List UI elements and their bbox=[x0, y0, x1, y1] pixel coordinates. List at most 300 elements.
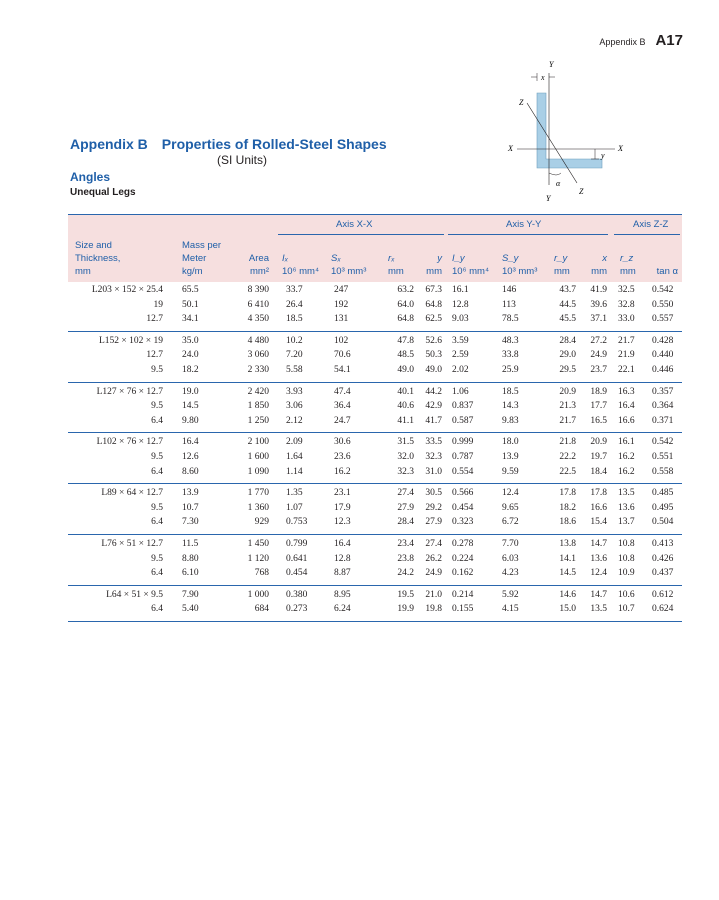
cell-rz: 21.9 bbox=[618, 350, 635, 361]
cell-mass: 7.90 bbox=[182, 589, 199, 600]
col-ry-header bbox=[554, 252, 570, 278]
cell-iy: 0.162 bbox=[452, 568, 474, 579]
cell-rx: 27.4 bbox=[397, 488, 414, 499]
cell-sy: 113 bbox=[502, 299, 516, 310]
cell-tan: 0.440 bbox=[652, 350, 674, 361]
axis-xx-heading: Axis X-X bbox=[336, 219, 373, 230]
cell-ry: 14.1 bbox=[559, 553, 576, 564]
cell-x: 17.7 bbox=[590, 401, 607, 412]
cell-size: L127 × 76 × 12.7 bbox=[96, 386, 163, 397]
cell-ry: 15.0 bbox=[559, 604, 576, 615]
cell-area: 1 770 bbox=[247, 488, 269, 499]
cell-mass: 35.0 bbox=[182, 335, 199, 346]
cell-rx: 19.9 bbox=[397, 604, 414, 615]
cell-y: 31.0 bbox=[425, 466, 442, 477]
cell-ix: 0.273 bbox=[286, 604, 308, 615]
cell-tan: 0.542 bbox=[652, 285, 674, 295]
col-x-header bbox=[573, 252, 607, 278]
table-row bbox=[68, 487, 682, 502]
cell-ix: 0.799 bbox=[286, 538, 308, 549]
col-sx-header bbox=[331, 252, 366, 278]
page-header bbox=[599, 32, 683, 49]
cell-ix: 0.380 bbox=[286, 589, 308, 600]
z-axis-line bbox=[527, 103, 577, 183]
cell-sx: 36.4 bbox=[334, 401, 351, 412]
cell-y: 67.3 bbox=[425, 285, 442, 295]
cell-rz: 10.7 bbox=[618, 604, 635, 615]
cell-sy: 7.70 bbox=[502, 538, 519, 549]
table-row bbox=[68, 313, 682, 328]
table-group bbox=[68, 331, 682, 382]
cell-iy: 0.278 bbox=[452, 538, 474, 549]
cell-y: 52.6 bbox=[425, 335, 442, 346]
label-z-left: Z bbox=[519, 98, 524, 107]
cell-tan: 0.542 bbox=[652, 437, 674, 448]
cell-ix: 0.454 bbox=[286, 568, 308, 579]
cell-mass: 18.2 bbox=[182, 364, 199, 375]
cell-tan: 0.371 bbox=[652, 415, 674, 426]
label-x-right: X bbox=[618, 144, 623, 153]
cell-y: 26.2 bbox=[425, 553, 442, 564]
cell-iy: 0.323 bbox=[452, 517, 474, 528]
cell-sx: 131 bbox=[334, 314, 349, 325]
cell-sx: 102 bbox=[334, 335, 349, 346]
table-row bbox=[68, 589, 682, 604]
table-group bbox=[68, 585, 682, 621]
col-ry-line2: mm bbox=[554, 266, 570, 277]
cell-ry: 28.4 bbox=[559, 335, 576, 346]
cell-sx: 24.7 bbox=[334, 415, 351, 426]
axis-zz-heading: Axis Z-Z bbox=[633, 219, 669, 230]
col-rx-line2: mm bbox=[388, 266, 404, 277]
cell-size: L102 × 76 × 12.7 bbox=[96, 437, 163, 448]
cell-ry: 18.6 bbox=[559, 517, 576, 528]
label-x-small: x bbox=[541, 73, 545, 82]
cell-size: 6.4 bbox=[151, 568, 163, 579]
cell-y: 24.9 bbox=[425, 568, 442, 579]
cell-y: 33.5 bbox=[425, 437, 442, 448]
cell-ry: 22.5 bbox=[559, 466, 576, 477]
cell-x: 41.9 bbox=[590, 285, 607, 295]
cell-ix: 0.641 bbox=[286, 553, 308, 564]
cell-rx: 64.0 bbox=[397, 299, 414, 310]
cell-y: 44.2 bbox=[425, 386, 442, 397]
cell-y: 49.0 bbox=[425, 364, 442, 375]
cell-ix: 2.12 bbox=[286, 415, 303, 426]
cell-rx: 23.4 bbox=[397, 538, 414, 549]
cell-x: 15.4 bbox=[590, 517, 607, 528]
col-y-line2: mm bbox=[426, 266, 442, 277]
cell-size: 9.5 bbox=[151, 451, 163, 462]
cell-rz: 16.1 bbox=[618, 437, 635, 448]
cell-sy: 4.15 bbox=[502, 604, 519, 615]
cell-mass: 65.5 bbox=[182, 285, 199, 295]
cell-area: 1 360 bbox=[247, 502, 269, 513]
cell-x: 16.5 bbox=[590, 415, 607, 426]
cell-tan: 0.437 bbox=[652, 568, 674, 579]
cell-ry: 29.0 bbox=[559, 350, 576, 361]
cell-ix: 33.7 bbox=[286, 285, 303, 295]
cell-sy: 6.03 bbox=[502, 553, 519, 564]
cell-tan: 0.550 bbox=[652, 299, 674, 310]
cell-area: 2 330 bbox=[247, 364, 269, 375]
col-size-header bbox=[75, 239, 120, 278]
cell-ry: 29.5 bbox=[559, 364, 576, 375]
cell-y: 32.3 bbox=[425, 451, 442, 462]
cell-rx: 19.5 bbox=[397, 589, 414, 600]
cell-area: 1 120 bbox=[247, 553, 269, 564]
cell-ry: 18.2 bbox=[559, 502, 576, 513]
table-row bbox=[68, 284, 682, 299]
cell-rz: 16.3 bbox=[618, 386, 635, 397]
cell-ix: 10.2 bbox=[286, 335, 303, 346]
col-sx-line2: 10³ mm³ bbox=[331, 266, 367, 277]
label-z-bottom: Z bbox=[579, 187, 584, 196]
cell-sx: 192 bbox=[334, 299, 349, 310]
cell-tan: 0.364 bbox=[652, 401, 674, 412]
cell-y: 64.8 bbox=[425, 299, 442, 310]
cell-area: 3 060 bbox=[247, 350, 269, 361]
col-x-line2: mm bbox=[591, 266, 607, 277]
col-rx-header bbox=[388, 252, 404, 278]
cell-rx: 24.2 bbox=[397, 568, 414, 579]
cell-size: 6.4 bbox=[151, 415, 163, 426]
cell-ix: 2.09 bbox=[286, 437, 303, 448]
cell-rx: 32.0 bbox=[397, 451, 414, 462]
cell-mass: 14.5 bbox=[182, 401, 199, 412]
cell-sx: 8.95 bbox=[334, 589, 351, 600]
cell-area: 684 bbox=[254, 604, 269, 615]
col-rx-line1: rₓ bbox=[388, 253, 395, 264]
cell-sx: 16.2 bbox=[334, 466, 351, 477]
cell-mass: 5.40 bbox=[182, 604, 199, 615]
cell-size: L76 × 51 × 12.7 bbox=[101, 538, 163, 549]
cell-mass: 11.5 bbox=[182, 538, 199, 549]
cell-sy: 9.83 bbox=[502, 415, 519, 426]
cell-iy: 0.454 bbox=[452, 502, 474, 513]
cell-area: 4 480 bbox=[247, 335, 269, 346]
cell-ry: 21.7 bbox=[559, 415, 576, 426]
alpha-arc bbox=[549, 173, 561, 175]
cell-iy: 3.59 bbox=[452, 335, 469, 346]
cell-ix: 18.5 bbox=[286, 314, 303, 325]
cell-rz: 13.5 bbox=[618, 488, 635, 499]
table-row bbox=[68, 415, 682, 430]
cell-size: 12.7 bbox=[146, 350, 163, 361]
section-title: Angles bbox=[70, 170, 111, 184]
cell-tan: 0.426 bbox=[652, 553, 674, 564]
label-y-top: Y bbox=[549, 60, 554, 69]
cell-area: 1 600 bbox=[247, 451, 269, 462]
cell-size: L89 × 64 × 12.7 bbox=[101, 488, 163, 499]
cell-sx: 6.24 bbox=[334, 604, 351, 615]
cell-x: 24.9 bbox=[590, 350, 607, 361]
cell-sy: 33.8 bbox=[502, 350, 519, 361]
cell-x: 20.9 bbox=[590, 437, 607, 448]
col-tan-line1: tan α bbox=[656, 266, 678, 277]
cell-x: 16.6 bbox=[590, 502, 607, 513]
cell-sy: 9.65 bbox=[502, 502, 519, 513]
col-area-header bbox=[228, 252, 269, 278]
cell-rz: 21.7 bbox=[618, 335, 635, 346]
cell-rz: 10.8 bbox=[618, 553, 635, 564]
cell-ry: 13.8 bbox=[559, 538, 576, 549]
cell-iy: 12.8 bbox=[452, 299, 469, 310]
cell-size: 12.7 bbox=[146, 314, 163, 325]
col-iy-header bbox=[452, 252, 489, 278]
cell-mass: 9.80 bbox=[182, 415, 199, 426]
cell-area: 4 350 bbox=[247, 314, 269, 325]
cell-iy: 2.59 bbox=[452, 350, 469, 361]
cell-rx: 32.3 bbox=[397, 466, 414, 477]
col-area-line2: mm² bbox=[250, 266, 269, 277]
table-row bbox=[68, 349, 682, 364]
cell-tan: 0.428 bbox=[652, 335, 674, 346]
table-row bbox=[68, 364, 682, 379]
cell-x: 19.7 bbox=[590, 451, 607, 462]
cell-sy: 18.5 bbox=[502, 386, 519, 397]
cell-sx: 47.4 bbox=[334, 386, 351, 397]
table-row bbox=[68, 538, 682, 553]
cell-area: 1 850 bbox=[247, 401, 269, 412]
cell-sy: 146 bbox=[502, 285, 517, 295]
cell-mass: 50.1 bbox=[182, 299, 199, 310]
cell-rz: 32.5 bbox=[618, 285, 635, 295]
col-iy-line2: 10⁶ mm⁴ bbox=[452, 266, 490, 277]
cell-mass: 7.30 bbox=[182, 517, 199, 528]
col-rz-header bbox=[620, 252, 636, 278]
cell-x: 37.1 bbox=[590, 314, 607, 325]
cell-rz: 33.0 bbox=[618, 314, 635, 325]
col-ix-header bbox=[282, 252, 319, 278]
cell-size: 6.4 bbox=[151, 517, 163, 528]
cell-sy: 18.0 bbox=[502, 437, 519, 448]
cell-iy: 2.02 bbox=[452, 364, 469, 375]
cell-sx: 247 bbox=[334, 285, 349, 295]
cell-ix: 3.06 bbox=[286, 401, 303, 412]
axis-xx-rule bbox=[278, 234, 444, 235]
cell-rx: 40.6 bbox=[397, 401, 414, 412]
cell-mass: 13.9 bbox=[182, 488, 199, 499]
cell-sx: 17.9 bbox=[334, 502, 351, 513]
cell-rz: 13.6 bbox=[618, 502, 635, 513]
cell-mass: 6.10 bbox=[182, 568, 199, 579]
cell-mass: 12.6 bbox=[182, 451, 199, 462]
cell-tan: 0.357 bbox=[652, 386, 674, 397]
table-body bbox=[68, 282, 682, 621]
col-area-line1: Area bbox=[248, 253, 269, 264]
table-group bbox=[68, 534, 682, 585]
cell-tan: 0.413 bbox=[652, 538, 674, 549]
cell-x: 13.5 bbox=[590, 604, 607, 615]
page-number: A17 bbox=[655, 32, 683, 49]
appendix-title-name: Properties of Rolled-Steel Shapes bbox=[161, 136, 387, 152]
cell-sx: 23.6 bbox=[334, 451, 351, 462]
cell-rx: 23.8 bbox=[397, 553, 414, 564]
label-y-small: y bbox=[601, 151, 605, 160]
table-row bbox=[68, 603, 682, 618]
cell-rz: 10.6 bbox=[618, 589, 635, 600]
cell-rx: 40.1 bbox=[397, 386, 414, 397]
cell-ry: 43.7 bbox=[559, 285, 576, 295]
cell-y: 42.9 bbox=[425, 401, 442, 412]
label-y-bottom: Y bbox=[546, 194, 551, 203]
table-group bbox=[68, 483, 682, 534]
cell-rx: 28.4 bbox=[397, 517, 414, 528]
cell-y: 19.8 bbox=[425, 604, 442, 615]
cell-iy: 0.787 bbox=[452, 451, 474, 462]
cell-sy: 12.4 bbox=[502, 488, 519, 499]
cell-size: L203 × 152 × 25.4 bbox=[91, 285, 163, 295]
col-size-line1: Size and bbox=[75, 240, 112, 251]
cell-size: 6.4 bbox=[151, 604, 163, 615]
cell-ry: 44.5 bbox=[559, 299, 576, 310]
cell-ry: 14.5 bbox=[559, 568, 576, 579]
cell-size: 9.5 bbox=[151, 401, 163, 412]
cell-x: 14.7 bbox=[590, 589, 607, 600]
cell-sy: 5.92 bbox=[502, 589, 519, 600]
cell-area: 1 450 bbox=[247, 538, 269, 549]
axis-yy-heading: Axis Y-Y bbox=[506, 219, 542, 230]
col-mass-line2: Meter bbox=[182, 253, 207, 264]
cell-ry: 17.8 bbox=[559, 488, 576, 499]
cell-ix: 3.93 bbox=[286, 386, 303, 397]
cell-size: L64 × 51 × 9.5 bbox=[106, 589, 163, 600]
col-size-line2: Thickness, bbox=[75, 253, 121, 264]
col-mass-line3: kg/m bbox=[182, 266, 203, 277]
cell-iy: 0.214 bbox=[452, 589, 474, 600]
cell-mass: 24.0 bbox=[182, 350, 199, 361]
cell-ix: 0.753 bbox=[286, 517, 308, 528]
table-row bbox=[68, 335, 682, 350]
table-row bbox=[68, 436, 682, 451]
cell-iy: 1.06 bbox=[452, 386, 469, 397]
table-group bbox=[68, 282, 682, 331]
cell-tan: 0.551 bbox=[652, 451, 674, 462]
col-size-line3: mm bbox=[75, 266, 91, 277]
cell-rz: 16.4 bbox=[618, 401, 635, 412]
cell-rz: 13.7 bbox=[618, 517, 635, 528]
cell-mass: 34.1 bbox=[182, 314, 199, 325]
cell-tan: 0.446 bbox=[652, 364, 674, 375]
cell-iy: 0.554 bbox=[452, 466, 474, 477]
cell-rx: 64.8 bbox=[397, 314, 414, 325]
cell-y: 41.7 bbox=[425, 415, 442, 426]
cell-ix: 26.4 bbox=[286, 299, 303, 310]
col-x-line1: x bbox=[602, 253, 607, 264]
cell-x: 27.2 bbox=[590, 335, 607, 346]
properties-table bbox=[68, 214, 682, 622]
cell-rx: 41.1 bbox=[397, 415, 414, 426]
cell-ry: 45.5 bbox=[559, 314, 576, 325]
cell-tan: 0.504 bbox=[652, 517, 674, 528]
cell-tan: 0.495 bbox=[652, 502, 674, 513]
cell-y: 29.2 bbox=[425, 502, 442, 513]
cell-sy: 14.3 bbox=[502, 401, 519, 412]
cell-rx: 48.5 bbox=[397, 350, 414, 361]
cell-ry: 21.8 bbox=[559, 437, 576, 448]
cell-mass: 8.80 bbox=[182, 553, 199, 564]
cell-area: 1 250 bbox=[247, 415, 269, 426]
cell-x: 18.9 bbox=[590, 386, 607, 397]
col-mass-line1: Mass per bbox=[182, 240, 222, 251]
cell-sx: 8.87 bbox=[334, 568, 351, 579]
cell-area: 1 090 bbox=[247, 466, 269, 477]
cell-rz: 16.2 bbox=[618, 466, 635, 477]
cell-rz: 22.1 bbox=[618, 364, 635, 375]
col-iy-line1: I_y bbox=[452, 253, 465, 264]
cell-area: 6 410 bbox=[247, 299, 269, 310]
subsection-title: Unequal Legs bbox=[70, 187, 136, 198]
cell-sx: 12.3 bbox=[334, 517, 351, 528]
cell-rx: 49.0 bbox=[397, 364, 414, 375]
table-group bbox=[68, 432, 682, 483]
cell-size: 9.5 bbox=[151, 502, 163, 513]
axis-zz-rule bbox=[614, 234, 680, 235]
page-subtitle: (SI Units) bbox=[217, 153, 268, 167]
cell-area: 768 bbox=[254, 568, 269, 579]
cell-x: 14.7 bbox=[590, 538, 607, 549]
cell-ry: 14.6 bbox=[559, 589, 576, 600]
cell-x: 39.6 bbox=[590, 299, 607, 310]
cell-sx: 12.8 bbox=[334, 553, 351, 564]
cell-ix: 1.07 bbox=[286, 502, 303, 513]
cell-iy: 16.1 bbox=[452, 285, 469, 295]
cell-rx: 27.9 bbox=[397, 502, 414, 513]
col-ry-line1: r_y bbox=[554, 253, 568, 264]
cell-sy: 25.9 bbox=[502, 364, 519, 375]
cell-rz: 10.9 bbox=[618, 568, 635, 579]
cell-area: 2 100 bbox=[247, 437, 269, 448]
table-row bbox=[68, 451, 682, 466]
cell-tan: 0.557 bbox=[652, 314, 674, 325]
cell-y: 21.0 bbox=[425, 589, 442, 600]
cell-tan: 0.485 bbox=[652, 488, 674, 499]
cell-tan: 0.558 bbox=[652, 466, 674, 477]
angle-section-diagram bbox=[505, 55, 655, 205]
cell-mass: 10.7 bbox=[182, 502, 199, 513]
cell-tan: 0.624 bbox=[652, 604, 674, 615]
cell-x: 12.4 bbox=[590, 568, 607, 579]
cell-y: 62.5 bbox=[425, 314, 442, 325]
cell-y: 30.5 bbox=[425, 488, 442, 499]
cell-iy: 0.999 bbox=[452, 437, 474, 448]
cell-sy: 48.3 bbox=[502, 335, 519, 346]
cell-sx: 30.6 bbox=[334, 437, 351, 448]
cell-x: 13.6 bbox=[590, 553, 607, 564]
col-ix-line1: Iₓ bbox=[282, 253, 289, 264]
cell-ry: 21.3 bbox=[559, 401, 576, 412]
cell-ix: 1.64 bbox=[286, 451, 303, 462]
cell-rx: 31.5 bbox=[397, 437, 414, 448]
cell-iy: 0.566 bbox=[452, 488, 474, 499]
cell-y: 27.9 bbox=[425, 517, 442, 528]
cell-y: 50.3 bbox=[425, 350, 442, 361]
cell-rz: 10.8 bbox=[618, 538, 635, 549]
col-sy-header bbox=[502, 252, 537, 278]
table-bottom-rule bbox=[68, 621, 682, 622]
col-rz-line2: mm bbox=[620, 266, 636, 277]
table-row bbox=[68, 466, 682, 481]
col-tan-header bbox=[638, 265, 678, 278]
cell-sy: 4.23 bbox=[502, 568, 519, 579]
table-row bbox=[68, 553, 682, 568]
cell-sy: 13.9 bbox=[502, 451, 519, 462]
angle-shape bbox=[537, 93, 602, 168]
cell-x: 17.8 bbox=[590, 488, 607, 499]
appendix-title-label: Appendix B bbox=[70, 136, 148, 152]
cell-sx: 70.6 bbox=[334, 350, 351, 361]
